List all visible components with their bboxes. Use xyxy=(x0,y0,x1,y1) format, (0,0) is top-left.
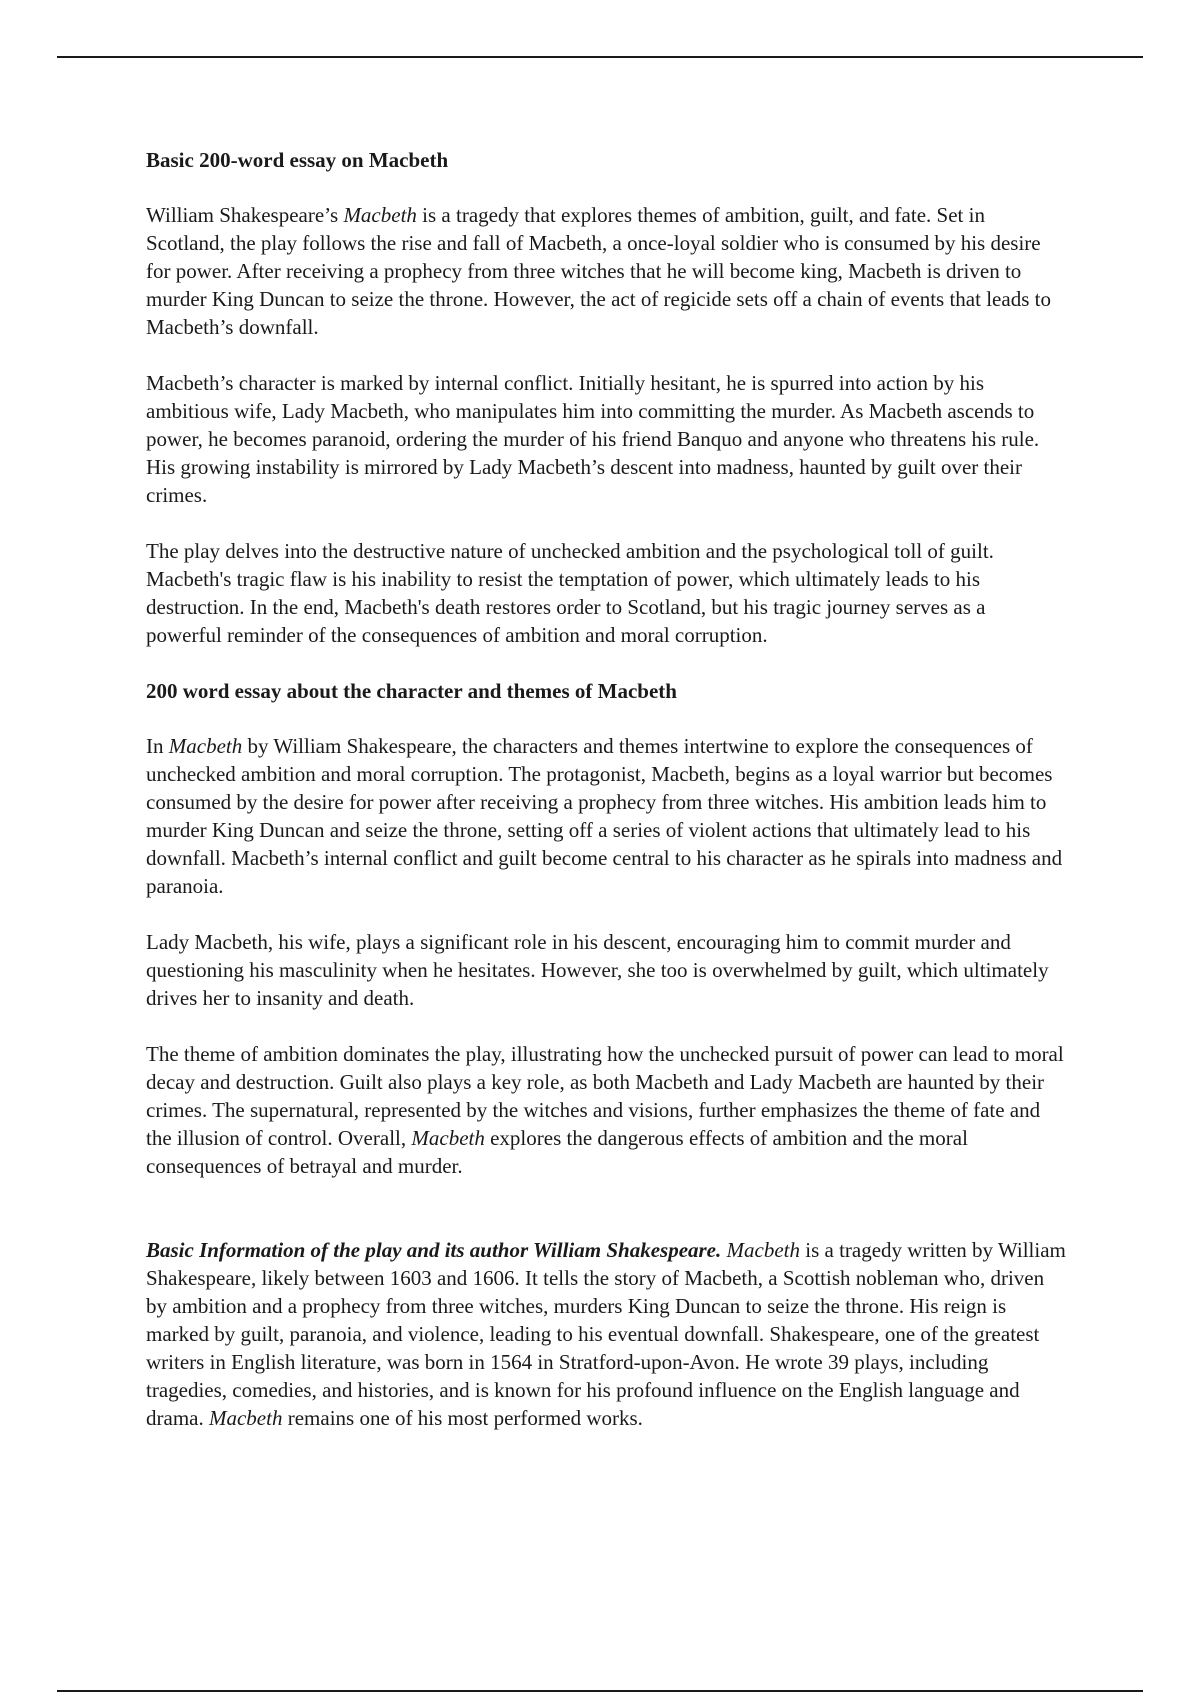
essay-2-paragraph-3 xyxy=(146,1040,1066,1180)
essay-2-paragraph-1 xyxy=(146,732,1066,900)
text-run: by William Shakespeare, the characters and themes intertwine to explore the consequences of unchecked ambition and moral corruption. The protagonist, Macbeth, begins as a loyal warrior but becomes consumed by the desire for power after receiving a prophecy from three witches. His ambition leads him to murder King Duncan and seize the throne, setting off a series of violent actions that ultimately lead to his downfall. Macbeth’s internal conflict and guilt become central to his character as he spirals into madness and paranoia. xyxy=(146,734,1063,898)
play-title: Macbeth xyxy=(726,1238,800,1262)
text-run: The theme of ambition dominates the play, illustrating how the unchecked pursuit of power can lead to moral decay and destruction. Guilt also plays a key role, as both Macbeth and Lady Macbeth are haunted by their crimes. The supernatural, represented by the witches and visions, further emphasizes the theme of fate and the illusion of control. Overall, xyxy=(146,1042,1064,1150)
play-title: Macbeth xyxy=(208,1406,283,1430)
section-spacer xyxy=(146,1208,1066,1236)
text-run: is a tragedy that explores themes of ambition, guilt, and fate. Set in Scotland, the play follows the rise and fall of Macbeth, a once-loyal soldier who is consumed by his desire for power. After receiving a prophecy from three witches that he will become king, Macbeth is driven to murder King Duncan to seize the throne. However, the act of regicide sets off a chain of events that leads to Macbeth’s downfall. xyxy=(146,203,1051,339)
document-body xyxy=(146,146,1066,1460)
text-run: explores the dangerous effects of ambition and the moral consequences of betrayal and murder. xyxy=(146,1126,968,1178)
essay-2-paragraph-2: Lady Macbeth, his wife, plays a significant role in his descent, encouraging him to commit murder and questioning his masculinity when he hesitates. However, she too is overwhelmed by guilt, which ultimately drives her to insanity and death. xyxy=(146,930,1049,1010)
play-title: Macbeth xyxy=(168,734,243,758)
bottom-rule xyxy=(57,1690,1143,1692)
play-title: Macbeth xyxy=(343,203,417,227)
essay-1-paragraph-2: Macbeth’s character is marked by internal conflict. Initially hesitant, he is spurred into action by his ambitious wife, Lady Macbeth, who manipulates him into committing the murder. As Macbeth ascends to power, he becomes paranoid, ordering the murder of his friend Banquo and anyone who threatens his rule. His growing instability is mirrored by Lady Macbeth’s descent into madness, haunted by guilt over their crimes. xyxy=(146,371,1040,507)
essay-1-paragraph-1 xyxy=(146,201,1066,341)
text-run: In xyxy=(146,734,169,758)
text-run: William Shakespeare’s xyxy=(146,203,344,227)
text-run: is a tragedy written by William Shakespeare, likely between 1603 and 1606. It tells the story of Macbeth, a Scottish nobleman who, driven by ambition and a prophecy from three witches, murders King Duncan to seize the throne. His reign is marked by guilt, paranoia, and violence, leading to his eventual downfall. Shakespeare, one of the greatest writers in English literature, was born in 1564 in Stratford-upon-Avon. He wrote 39 plays, including tragedies, comedies, and histories, and is known for his profound influence on the English language and drama. xyxy=(146,1238,1066,1430)
play-title: Macbeth xyxy=(411,1126,485,1150)
top-rule xyxy=(57,56,1143,58)
basic-information-lead: Basic Information of the play and its author William Shakespeare. xyxy=(146,1238,722,1262)
basic-information-paragraph xyxy=(146,1236,1066,1432)
text-run: remains one of his most performed works. xyxy=(282,1406,643,1430)
essay-2-heading: 200 word essay about the character and themes of Macbeth xyxy=(146,679,677,703)
essay-1-paragraph-3: The play delves into the destructive nature of unchecked ambition and the psychological toll of guilt. Macbeth's tragic flaw is his inability to resist the temptation of power, which ultimately leads to his destruction. In the end, Macbeth's death restores order to Scotland, but his tragic journey serves as a powerful reminder of the consequences of ambition and moral corruption. xyxy=(146,539,994,647)
essay-1-heading: Basic 200-word essay on Macbeth xyxy=(146,148,449,172)
